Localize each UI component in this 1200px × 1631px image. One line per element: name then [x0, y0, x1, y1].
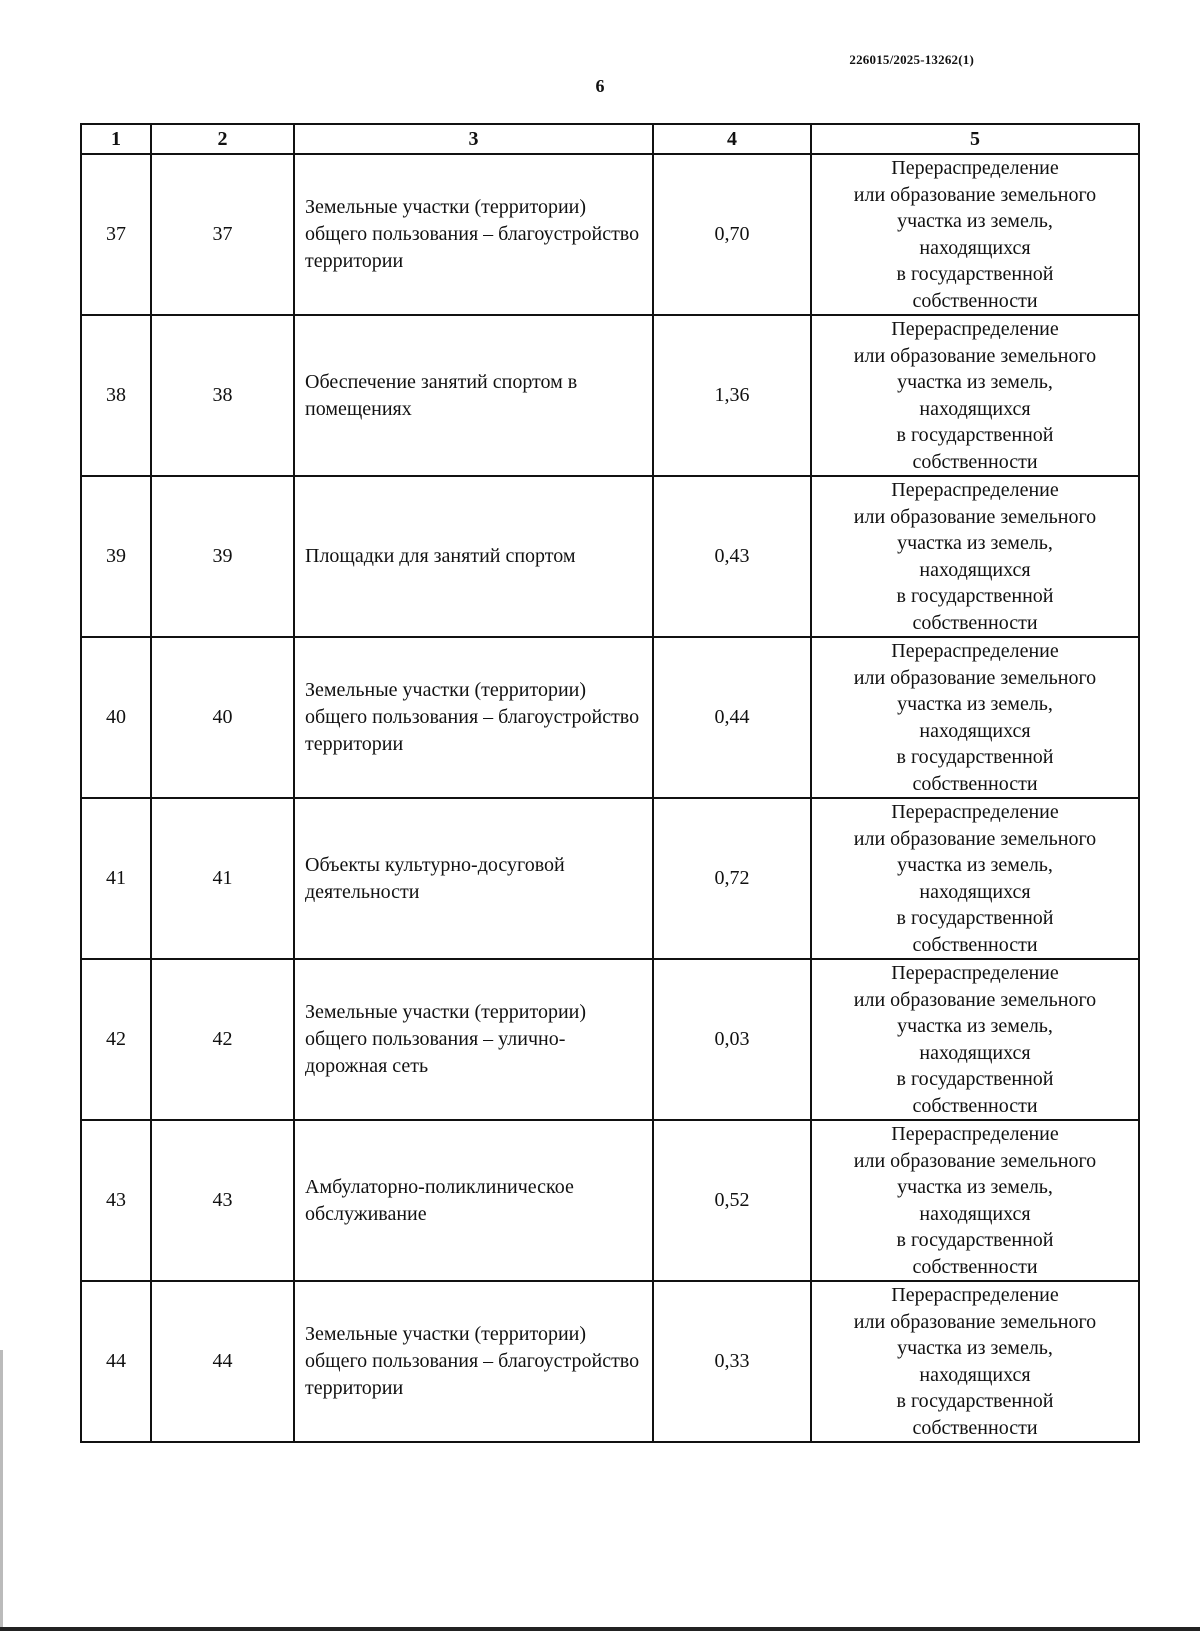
column-header: 4: [653, 124, 811, 154]
row-number-cell: 40: [81, 637, 151, 798]
formation-method-line: собственности: [912, 1255, 1038, 1278]
formation-method-line: собственности: [912, 933, 1038, 956]
permitted-use-cell: Земельные участки (территории) общего пользования – благоустройство территории: [294, 154, 653, 315]
area-cell: 0,33: [653, 1281, 811, 1442]
formation-method-cell: [811, 1281, 1139, 1442]
formation-method-line: в государственной: [896, 1068, 1054, 1090]
formation-method-line: или образование земельного: [853, 827, 1097, 850]
formation-method-cell: [811, 637, 1139, 798]
table-row: [81, 154, 1139, 315]
formation-method-line: участка из земель,: [897, 532, 1053, 554]
formation-method-line: собственности: [912, 1094, 1038, 1117]
formation-method-line: в государственной: [896, 263, 1054, 285]
plot-number-cell: 42: [151, 959, 294, 1120]
formation-method-line: собственности: [912, 450, 1038, 473]
formation-method-line: Перераспределение: [891, 318, 1059, 340]
formation-method-line: собственности: [912, 289, 1038, 312]
area-cell: 1,36: [653, 315, 811, 476]
table-row: [81, 315, 1139, 476]
formation-method-line: Перераспределение: [891, 1123, 1059, 1145]
column-header: 2: [151, 124, 294, 154]
formation-method-line: в государственной: [896, 907, 1054, 929]
plot-number-cell: 38: [151, 315, 294, 476]
formation-method-line: в государственной: [896, 1390, 1054, 1412]
formation-method-line: находящихся: [919, 719, 1031, 742]
formation-method-cell: [811, 476, 1139, 637]
formation-method-line: находящихся: [919, 236, 1031, 259]
table-row: [81, 476, 1139, 637]
formation-method-line: Перераспределение: [891, 962, 1059, 984]
page-number: 6: [595, 76, 605, 96]
formation-method-line: в государственной: [896, 424, 1054, 446]
permitted-use-cell: Земельные участки (территории) общего пользования – улично-дорожная сеть: [294, 959, 653, 1120]
area-cell: 0,72: [653, 798, 811, 959]
formation-method-line: в государственной: [896, 585, 1054, 607]
formation-method-line: участка из земель,: [897, 1176, 1053, 1198]
permitted-use-cell: Амбулаторно-поликлиническое обслуживание: [294, 1120, 653, 1281]
formation-method-line: или образование земельного: [853, 183, 1097, 206]
formation-method-line: Перераспределение: [891, 157, 1059, 179]
formation-method-line: участка из земель,: [897, 1337, 1053, 1359]
formation-method-line: или образование земельного: [853, 1149, 1097, 1172]
row-number-cell: 37: [81, 154, 151, 315]
permitted-use-cell: Площадки для занятий спортом: [294, 476, 653, 637]
document-registration-number: 226015/2025-13262(1): [849, 52, 974, 67]
row-number-cell: 39: [81, 476, 151, 637]
formation-method-line: Перераспределение: [891, 640, 1059, 662]
formation-method-line: или образование земельного: [853, 988, 1097, 1011]
formation-method-line: находящихся: [919, 558, 1031, 581]
table-row: [81, 637, 1139, 798]
formation-method-cell: [811, 154, 1139, 315]
formation-method-line: находящихся: [919, 1363, 1031, 1386]
formation-method-line: Перераспределение: [891, 801, 1059, 823]
formation-method-line: участка из земель,: [897, 1015, 1053, 1037]
formation-method-line: собственности: [912, 611, 1038, 634]
formation-method-cell: [811, 798, 1139, 959]
formation-method-line: Перераспределение: [891, 1284, 1059, 1306]
row-number-cell: 38: [81, 315, 151, 476]
formation-method-cell: [811, 1120, 1139, 1281]
formation-method-line: участка из земель,: [897, 371, 1053, 393]
formation-method-line: в государственной: [896, 746, 1054, 768]
formation-method-line: собственности: [912, 772, 1038, 795]
formation-method-line: находящихся: [919, 1041, 1031, 1064]
area-cell: 0,43: [653, 476, 811, 637]
formation-method-line: участка из земель,: [897, 210, 1053, 232]
formation-method-line: находящихся: [919, 397, 1031, 420]
row-number-cell: 42: [81, 959, 151, 1120]
table-row: [81, 959, 1139, 1120]
permitted-use-cell: Объекты культурно-досуговой деятельности: [294, 798, 653, 959]
row-number-cell: 44: [81, 1281, 151, 1442]
formation-method-line: или образование земельного: [853, 344, 1097, 367]
area-cell: 0,52: [653, 1120, 811, 1281]
scan-edge-left: [0, 1350, 3, 1631]
formation-method-cell: [811, 959, 1139, 1120]
area-cell: 0,70: [653, 154, 811, 315]
row-number-cell: 41: [81, 798, 151, 959]
table-header-row: [81, 124, 1139, 154]
formation-method-line: собственности: [912, 1416, 1038, 1439]
permitted-use-cell: Земельные участки (территории) общего пользования – благоустройство территории: [294, 637, 653, 798]
area-cell: 0,44: [653, 637, 811, 798]
plot-number-cell: 43: [151, 1120, 294, 1281]
formation-method-line: находящихся: [919, 1202, 1031, 1225]
plot-number-cell: 37: [151, 154, 294, 315]
formation-method-line: в государственной: [896, 1229, 1054, 1251]
area-cell: 0,03: [653, 959, 811, 1120]
plot-number-cell: 39: [151, 476, 294, 637]
formation-method-line: участка из земель,: [897, 854, 1053, 876]
column-header: 3: [294, 124, 653, 154]
permitted-use-cell: Земельные участки (территории) общего пользования – благоустройство территории: [294, 1281, 653, 1442]
table-row: [81, 798, 1139, 959]
formation-method-line: участка из земель,: [897, 693, 1053, 715]
formation-method-line: или образование земельного: [853, 1310, 1097, 1333]
formation-method-line: Перераспределение: [891, 479, 1059, 501]
scan-edge-bottom: [0, 1627, 1200, 1631]
table-row: [81, 1120, 1139, 1281]
plot-number-cell: 44: [151, 1281, 294, 1442]
column-header: 5: [811, 124, 1139, 154]
formation-method-line: или образование земельного: [853, 666, 1097, 689]
row-number-cell: 43: [81, 1120, 151, 1281]
formation-method-cell: [811, 315, 1139, 476]
column-header: 1: [81, 124, 151, 154]
formation-method-line: находящихся: [919, 880, 1031, 903]
table-row: [81, 1281, 1139, 1442]
plot-number-cell: 41: [151, 798, 294, 959]
plot-number-cell: 40: [151, 637, 294, 798]
land-plots-table: [80, 123, 1140, 1443]
permitted-use-cell: Обеспечение занятий спортом в помещениях: [294, 315, 653, 476]
formation-method-line: или образование земельного: [853, 505, 1097, 528]
